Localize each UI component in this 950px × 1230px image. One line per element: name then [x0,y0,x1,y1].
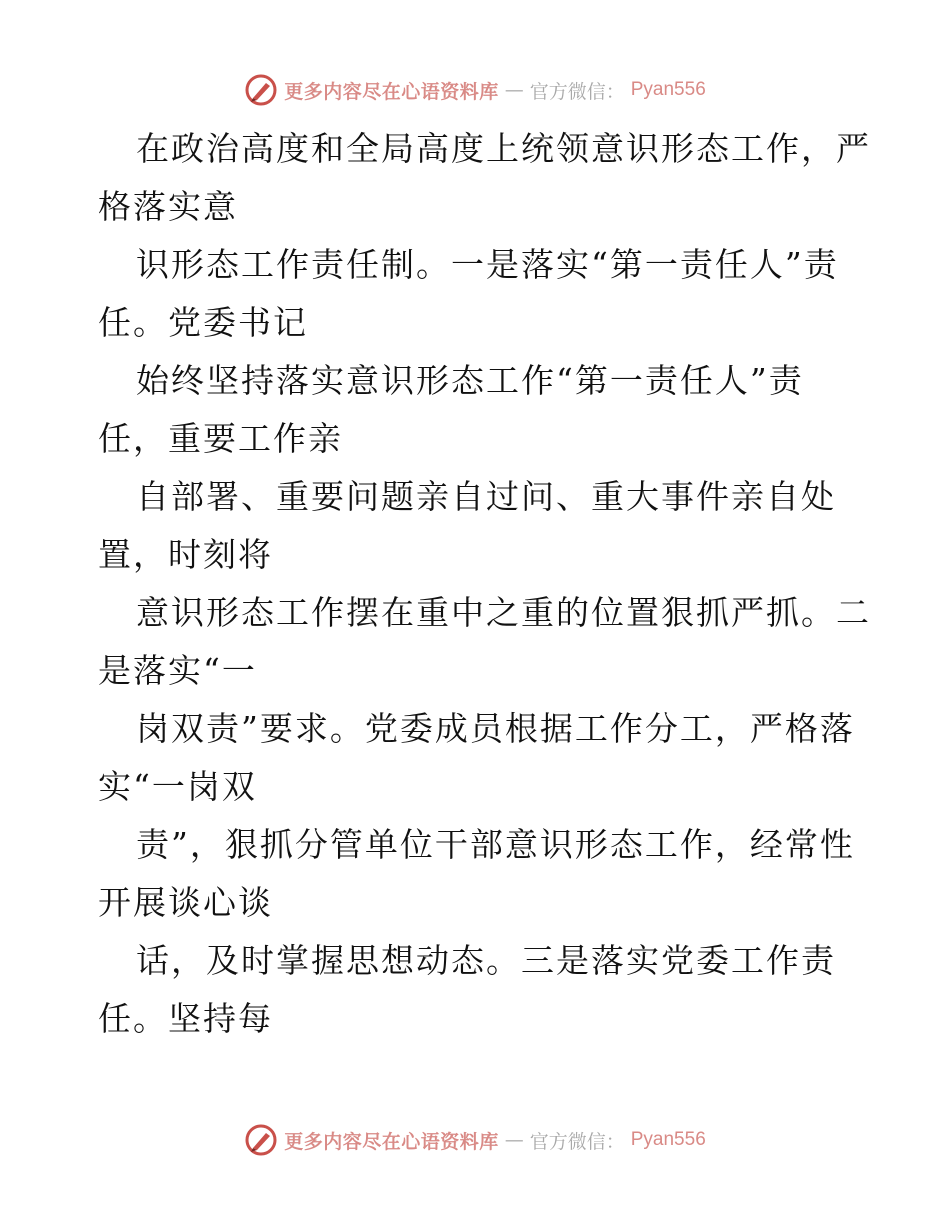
watermark-wechat-id: Pyan556 [630,79,706,100]
text-line: 岗双责”要求。党委成员根据工作分工，严格落 [136,709,855,748]
text-line: 任。坚持每 [98,999,273,1038]
document-body [98,120,871,1048]
text-line: 任。党委书记 [98,303,308,342]
text-line: 识形态工作责任制。一是落实“第一责任人”责 [136,245,839,284]
text-line: 意识形态工作摆在重中之重的位置狠抓严抓。二 [136,593,871,632]
text-line: 始终坚持落实意识形态工作“第一责任人”责 [136,361,804,400]
text-line: 格落实意 [98,187,238,226]
text-line: 置，时刻将 [98,535,273,574]
watermark-dash: — [504,1129,524,1151]
watermark-wechat-label: 官方微信： [529,1130,625,1153]
text-line: 自部署、重要问题亲自过问、重大事件亲自处 [136,477,836,516]
watermark-header [0,70,950,110]
text-line: 责”，狠抓分管单位干部意识形态工作，经常性 [136,825,855,864]
pen-logo-icon [244,73,278,107]
text-line: 是落实“一 [98,651,257,690]
text-line: 任，重要工作亲 [98,419,343,458]
watermark-wechat-label: 官方微信： [529,80,625,103]
text-line: 实“一岗双 [98,767,257,806]
text-line: 开展谈心谈 [98,883,273,922]
watermark-site-text: 更多内容尽在心语资料库 [284,1130,499,1153]
watermark-wechat-id: Pyan556 [630,1129,706,1150]
watermark-site-text: 更多内容尽在心语资料库 [284,80,499,103]
watermark-dash: — [504,79,524,101]
pen-logo-icon [244,1123,278,1157]
text-line: 在政治高度和全局高度上统领意识形态工作，严 [136,129,871,168]
text-line: 话，及时掌握思想动态。三是落实党委工作责 [136,941,836,980]
watermark-footer [0,1120,950,1160]
